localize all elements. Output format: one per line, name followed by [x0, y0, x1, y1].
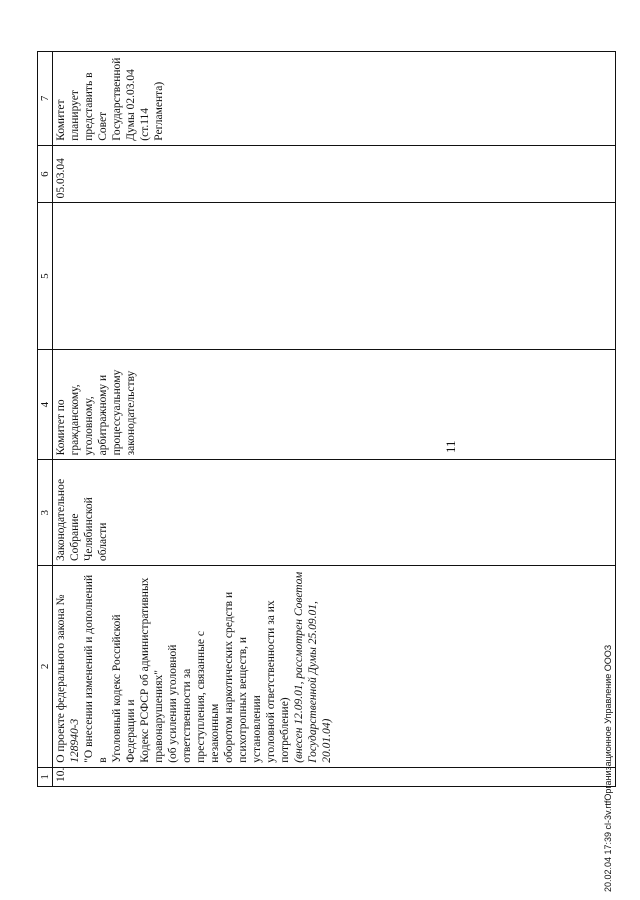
- bill-description-cell: [53, 566, 616, 768]
- column-header: 4: [38, 349, 53, 459]
- column-header: 7: [38, 52, 53, 146]
- empty-cell: [53, 203, 616, 350]
- bill-table: [37, 51, 616, 787]
- bill-title: [54, 570, 82, 763]
- page-number: 11: [443, 440, 458, 453]
- column-header: 5: [38, 203, 53, 350]
- column-header: 1: [38, 767, 53, 786]
- header-row: [38, 52, 53, 787]
- column-header: 3: [38, 460, 53, 566]
- bill-status-note: (внесен 12.09.01, рассмотрен Советом Государственной Думы 25.09.01, 20.01.04): [293, 571, 333, 763]
- table-row: [53, 52, 616, 787]
- plan-note-cell: Комитет планирует представить в Совет Государственной Думы 02.03.04 (ст.114 Регламента): [53, 52, 616, 146]
- initiator-cell: Законодательное Собрание Челябинской области: [53, 460, 616, 566]
- column-header: 2: [38, 566, 53, 768]
- committee-cell: Комитет по гражданскому, уголовному, арбитражному и процессуальному законодательству: [53, 349, 616, 459]
- bill-intro: О проекте федерального закона №: [55, 594, 67, 763]
- bill-body: "О внесении изменений и дополнений в Уголовный кодекс Российской Федерации и Кодекс РСФСР об административных правонарушениях" (об усилении уголовной ответственности за преступления, связанные с незаконным оборотом наркотических средств и психотропных веществ, и установлении уголовной ответственности за их потребление): [83, 574, 291, 763]
- row-number: 10.: [53, 767, 616, 786]
- bill-number: 128940-3: [69, 718, 81, 763]
- date-cell: 05.03.04: [53, 145, 616, 203]
- footer-stamp: 20.02.04 17:39 cl-3v.rtfОрганизационное Управление ОООЗ: [603, 644, 613, 892]
- column-header: 6: [38, 145, 53, 203]
